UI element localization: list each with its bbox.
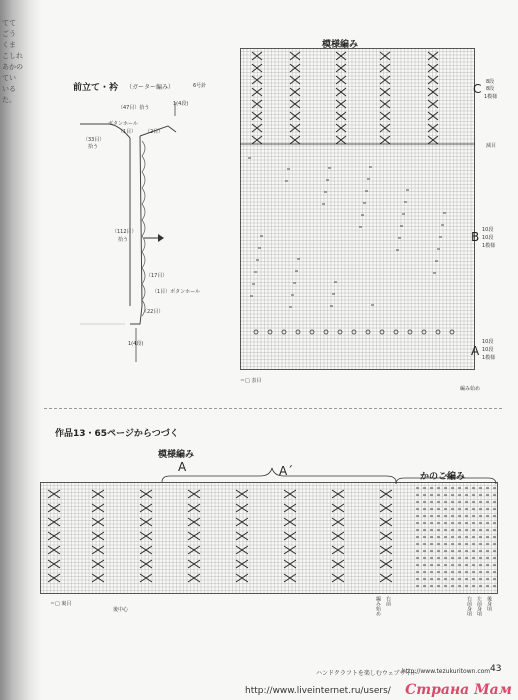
cable-cross: [380, 490, 392, 498]
cable-cross: [140, 560, 152, 568]
cable-cross: [380, 504, 392, 512]
section-c-letter: C: [473, 82, 482, 96]
binding-line: くま: [2, 41, 16, 49]
label-17: （17目）: [146, 273, 168, 279]
binding-line: いる: [2, 85, 16, 93]
watermark-logo: Страна Мам: [405, 682, 512, 698]
cable-cross: [380, 546, 392, 554]
bottom-section-a: A: [178, 460, 187, 474]
decrease-marker: 減目: [486, 143, 497, 149]
cable-cross: [92, 574, 104, 582]
section-a-rows: 10段: [482, 339, 494, 345]
cable-cross: [252, 88, 262, 96]
bottom-section-a2: A´: [279, 464, 294, 478]
cable-cross: [140, 490, 152, 498]
cable-cross: [336, 88, 346, 96]
grid-lines: [40, 482, 498, 594]
col-label-right-body: 右前身頃: [466, 596, 472, 616]
label-top-count: （47目）拾う: [118, 105, 150, 111]
cable-cross: [332, 518, 344, 526]
cable-cross: [236, 504, 248, 512]
cable-cross: [290, 88, 300, 96]
needle-size: 6号針: [193, 83, 207, 89]
cable-cross: [236, 532, 248, 540]
cable-cross: [284, 560, 296, 568]
label-two-stitch: （2目）: [145, 129, 164, 135]
cable-cross: [140, 574, 152, 582]
cable-cross: [284, 546, 296, 554]
cable-cross: [290, 64, 300, 72]
section-b-rows: 10段: [482, 227, 494, 233]
cable-cross: [284, 518, 296, 526]
cable-cross: [336, 136, 346, 144]
section-b-repeat: 10段: [482, 235, 494, 241]
label-buttonhole-1: ボタンホール: [108, 121, 138, 127]
binding-line: ごう: [2, 30, 16, 38]
cable-cross: [92, 532, 104, 540]
cable-cross: [380, 88, 390, 96]
col-label-left-body: 左前身頃: [476, 596, 482, 616]
top-start: 編み始め: [460, 386, 481, 392]
cable-cross: [336, 64, 346, 72]
bottom-legend: ＝□ 裏目: [50, 601, 72, 607]
top-legend: ＝□ 表目: [240, 378, 262, 384]
binding-edge: [0, 0, 42, 700]
binding-line: てて: [2, 19, 16, 27]
cable-cross: [332, 504, 344, 512]
cable-cross: [290, 124, 300, 132]
binding-line: あかの: [2, 63, 23, 71]
cable-cross: [290, 52, 300, 60]
cable-cross: [284, 490, 296, 498]
bottom-chart-title: 模様編み: [158, 450, 195, 460]
cable-cross: [252, 112, 262, 120]
section-a-letter: A: [471, 344, 480, 358]
cable-cross: [252, 124, 262, 132]
cable-cross: [252, 64, 262, 72]
cable-cross: [92, 504, 104, 512]
left-panel-title: 前立て・衿: [73, 83, 119, 93]
kanoko-title: かのこ編み: [420, 472, 466, 482]
cable-cross: [284, 574, 296, 582]
section-b-pattern: 1模様: [482, 243, 496, 249]
cable-cross: [140, 504, 152, 512]
cable-cross: [380, 136, 390, 144]
cable-cross: [290, 112, 300, 120]
section-c-pattern: 1模様: [484, 94, 498, 100]
cable-cross: [92, 560, 104, 568]
cable-cross: [140, 518, 152, 526]
back-center: 後中心: [113, 607, 129, 613]
cable-cross: [380, 76, 390, 84]
col-label-right-front: 右前: [385, 596, 391, 606]
cable-cross: [428, 64, 438, 72]
cable-cross: [290, 136, 300, 144]
cable-cross: [140, 532, 152, 540]
cable-cross: [332, 532, 344, 540]
cable-cross: [380, 112, 390, 120]
cable-cross: [428, 52, 438, 60]
cable-cross: [428, 112, 438, 120]
cable-cross: [284, 532, 296, 540]
cable-cross: [380, 52, 390, 60]
cable-cross: [380, 518, 392, 526]
bottom-pattern-grid: [40, 482, 498, 594]
cable-cross: [236, 560, 248, 568]
section-divider: [44, 408, 502, 409]
left-panel-subtitle: （ガーター編み）: [126, 84, 175, 91]
top-pattern-grid: [240, 48, 475, 370]
footer-text: ハンドクラフトを楽しむウェブサイト: [316, 670, 418, 677]
cable-cross: [428, 136, 438, 144]
label-22: （22目）: [142, 309, 164, 315]
cable-cross: [140, 546, 152, 554]
cable-cross: [380, 64, 390, 72]
binding-line: てい: [2, 74, 16, 82]
label-112: （112目）: [112, 229, 137, 235]
footer-url[interactable]: http://www.tezukuritown.com: [402, 668, 491, 675]
section-c-repeat: 8段: [486, 86, 495, 92]
cable-cross: [332, 560, 344, 568]
col-label-back-body: 後身頃: [486, 596, 492, 611]
cable-cross: [92, 546, 104, 554]
cable-cross: [332, 574, 344, 582]
label-one-stitch: （1目）: [118, 129, 137, 135]
watermark-url[interactable]: http://www.liveinternet.ru/users/: [245, 686, 391, 696]
cable-cross: [336, 76, 346, 84]
section-a-repeat: 10段: [482, 347, 494, 353]
binding-line: た。: [2, 96, 16, 104]
label-pick-2: 拾う: [118, 237, 129, 243]
cable-cross: [380, 574, 392, 582]
section-a-pattern: 1模様: [482, 355, 496, 361]
cable-cross: [236, 546, 248, 554]
cable-cross: [236, 574, 248, 582]
cable-cross: [236, 518, 248, 526]
label-bottom: 1(4段): [128, 341, 144, 347]
cable-cross: [428, 124, 438, 132]
label-1-buttonhole: （1目）ボタンホール: [152, 289, 201, 295]
section-b-letter: B: [471, 230, 480, 244]
cable-cross: [284, 504, 296, 512]
grid-lines: [240, 48, 475, 370]
cable-cross: [92, 518, 104, 526]
cable-cross: [332, 490, 344, 498]
label-33: （33目）: [83, 137, 105, 143]
top-chart-title: 模様編み: [322, 40, 359, 50]
binding-text: [2, 18, 36, 106]
cable-cross: [428, 88, 438, 96]
cable-cross: [336, 124, 346, 132]
cable-cross: [252, 136, 262, 144]
page-number: 43: [490, 664, 502, 674]
label-pick-1: 拾う: [88, 144, 99, 150]
cable-cross: [236, 490, 248, 498]
cable-cross: [92, 490, 104, 498]
cable-cross: [336, 112, 346, 120]
cable-cross: [252, 76, 262, 84]
section-c-rows: 8段: [486, 79, 495, 85]
cable-cross: [380, 532, 392, 540]
cable-cross: [336, 52, 346, 60]
binding-line: こしれ: [2, 52, 23, 60]
cable-cross: [332, 546, 344, 554]
label-top-right: 1(4段): [173, 101, 189, 107]
cable-cross: [380, 124, 390, 132]
col-label-start: 編み始め: [375, 596, 381, 616]
cable-cross: [290, 76, 300, 84]
continue-heading: 作品13・65ページからつづく: [55, 429, 179, 439]
cable-cross: [380, 560, 392, 568]
cable-cross: [428, 76, 438, 84]
cable-cross: [252, 52, 262, 60]
